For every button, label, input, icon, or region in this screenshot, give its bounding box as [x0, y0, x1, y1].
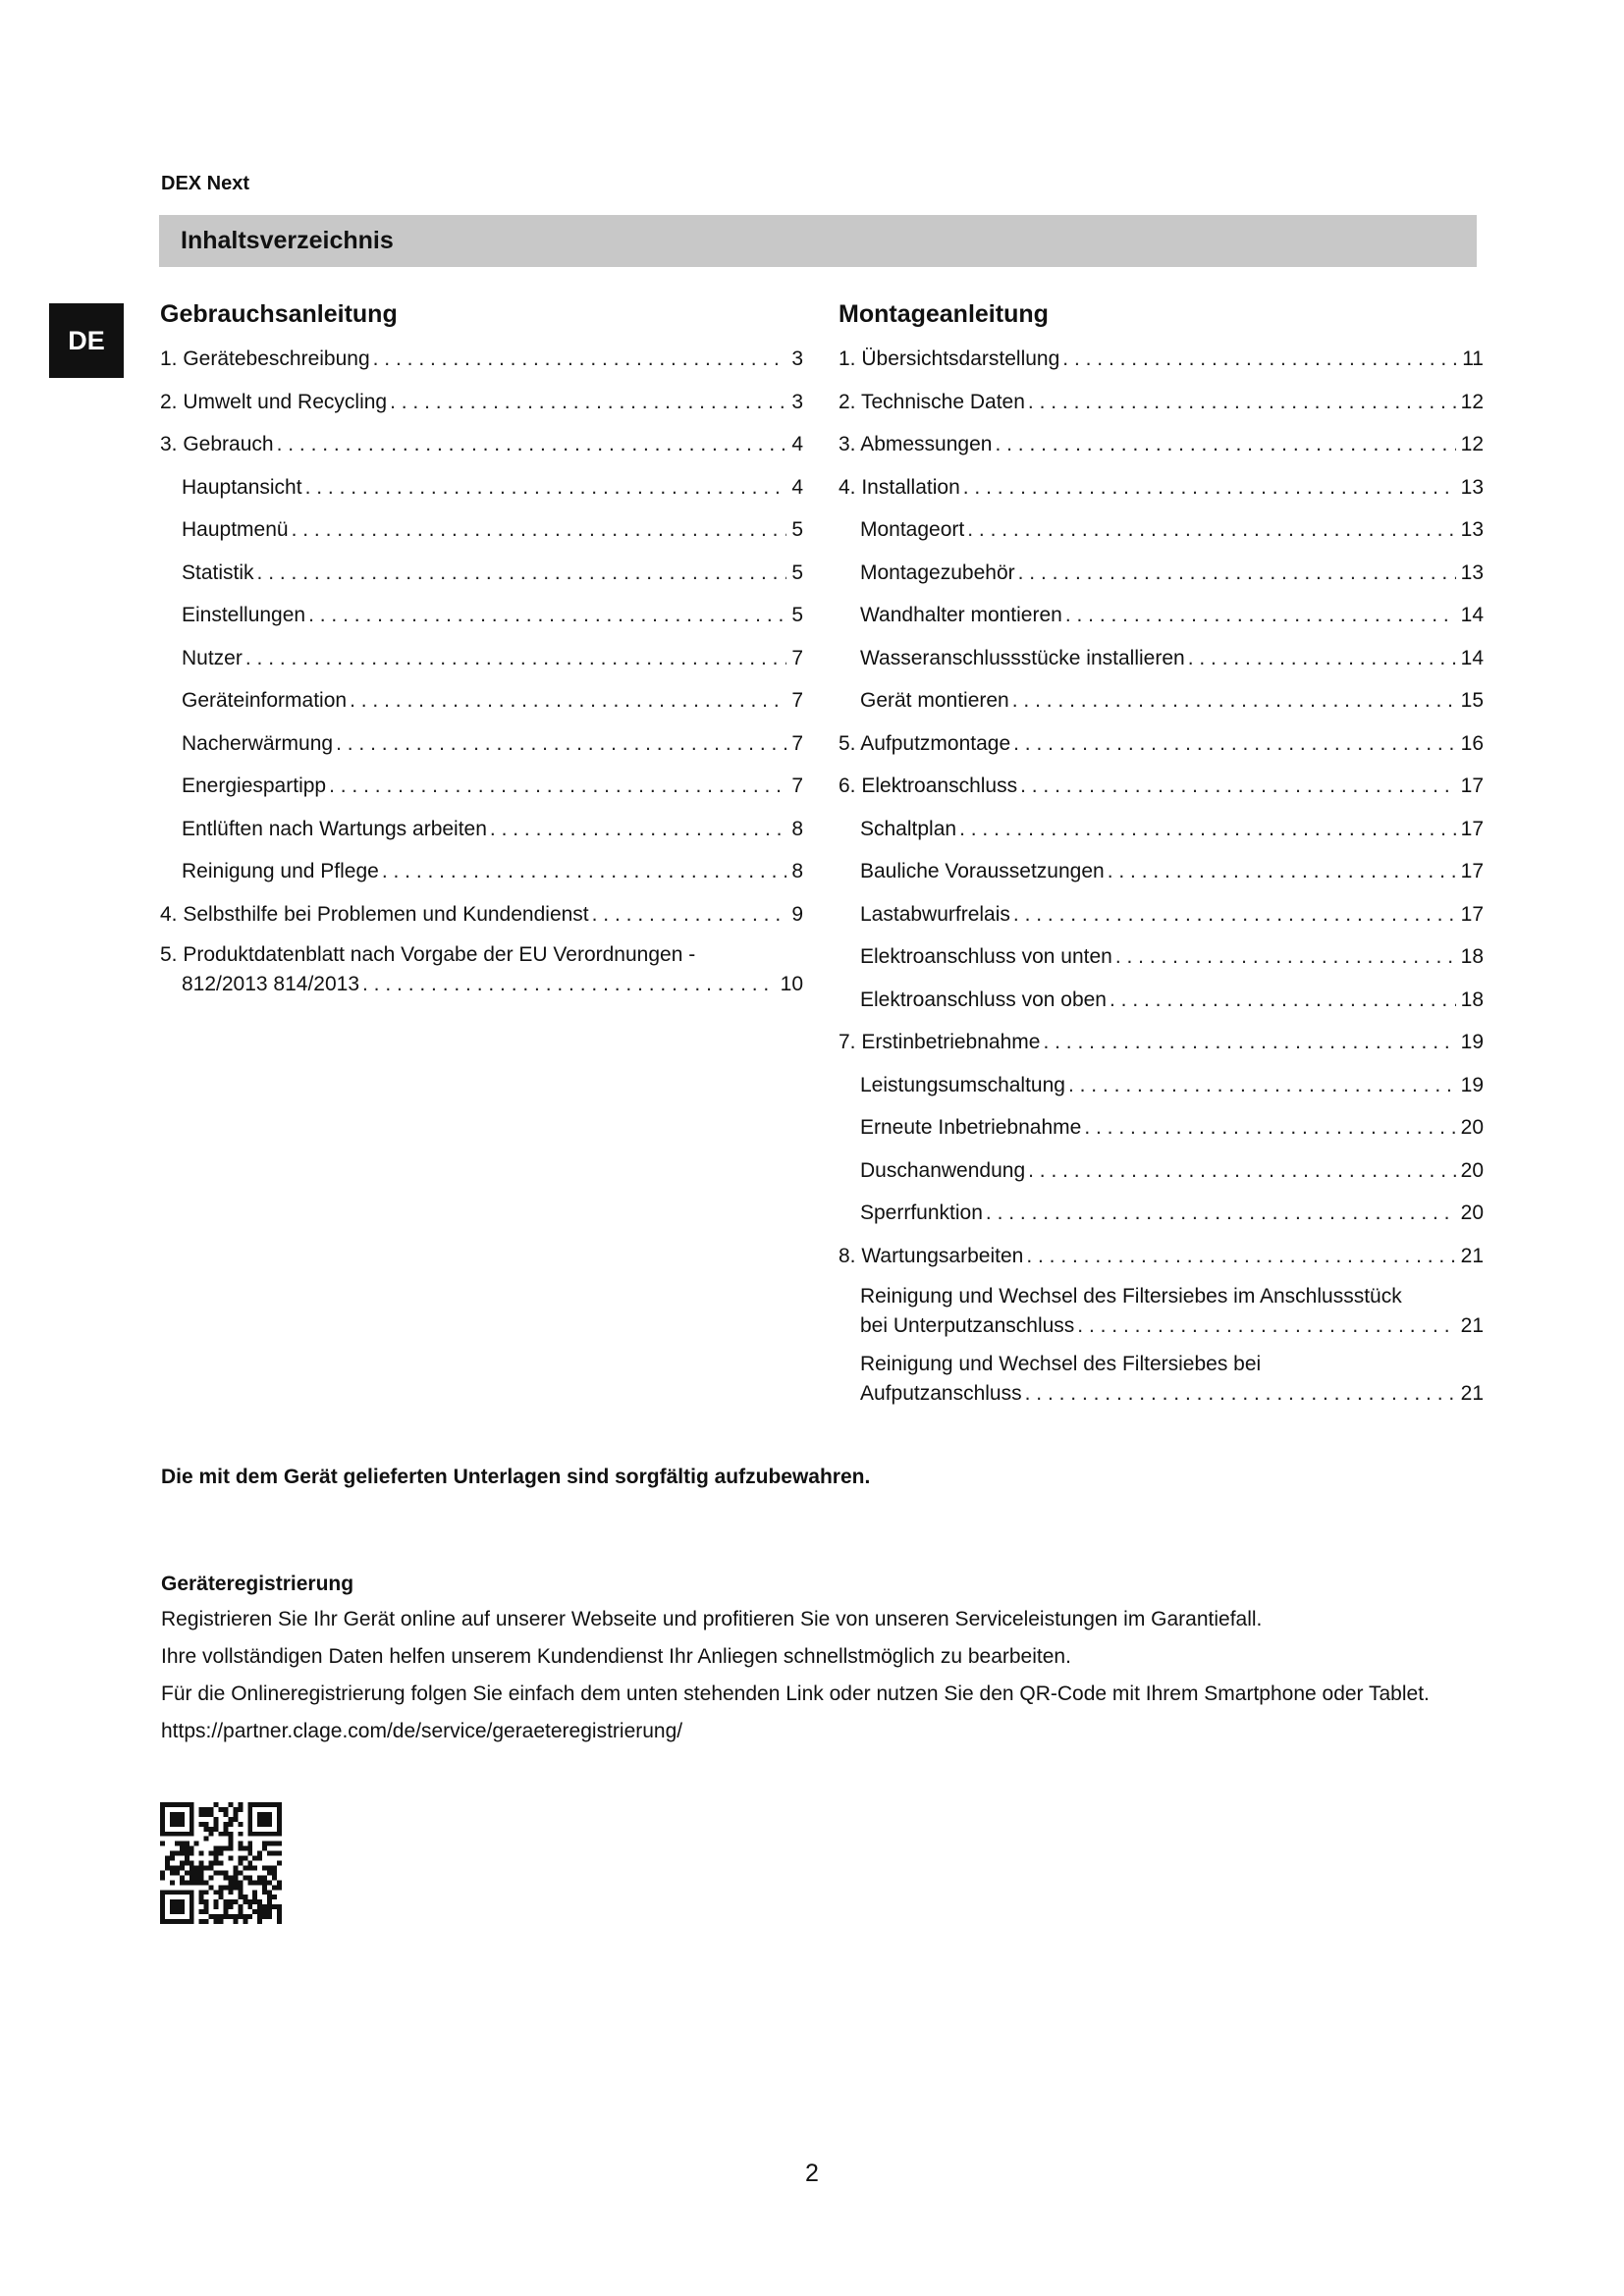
- toc-entry[interactable]: [839, 338, 1484, 381]
- toc-entry-label: Reinigung und Pflege: [182, 860, 379, 882]
- toc-entry-label: 6. Elektroanschluss: [839, 774, 1018, 797]
- dot-leader: [1084, 1106, 1455, 1149]
- toc-entry-label: Elektroanschluss von oben: [860, 988, 1107, 1011]
- toc-entry-page: 13: [1460, 561, 1484, 584]
- toc-entry[interactable]: [160, 594, 803, 637]
- documents-notice: Die mit dem Gerät gelieferten Unterlagen sind sorgfältig aufzubewahren.: [161, 1466, 871, 1488]
- toc-entry-label: Lastabwurfrelais: [860, 902, 1010, 926]
- dot-leader: [986, 1192, 1456, 1235]
- dot-leader: [1110, 979, 1456, 1022]
- toc-entry-page: 7: [791, 646, 803, 669]
- toc-entry-page: 10: [780, 973, 803, 995]
- toc-entry[interactable]: [160, 722, 803, 766]
- toc-entry-page: 18: [1460, 988, 1484, 1011]
- dot-leader: [995, 423, 1455, 466]
- toc-entry[interactable]: [839, 1350, 1484, 1409]
- toc-entry[interactable]: [160, 552, 803, 595]
- toc-entry-page: 21: [1460, 1314, 1484, 1337]
- registration-paragraph: Registrieren Sie Ihr Gerät online auf unserer Webseite und profitieren Sie von unseren Serviceleistungen im Garantiefall.: [161, 1608, 1263, 1630]
- dot-leader: [1065, 594, 1456, 637]
- toc-entry[interactable]: [160, 850, 803, 893]
- dot-leader: [329, 765, 786, 808]
- dot-leader: [967, 508, 1455, 552]
- toc-entry[interactable]: [839, 1282, 1484, 1341]
- toc-entry-page: 18: [1460, 945, 1484, 968]
- toc-entry-label: Aufputzanschluss: [860, 1382, 1022, 1405]
- dot-leader: [1028, 381, 1456, 424]
- toc-entry-label: Montagezubehör: [860, 561, 1015, 584]
- toc-entry-label: 8. Wartungsarbeiten: [839, 1244, 1024, 1267]
- dot-leader: [1018, 552, 1456, 595]
- toc-entry[interactable]: [839, 1149, 1484, 1193]
- toc-entry-label: Sperrfunktion: [860, 1201, 983, 1224]
- toc-entry[interactable]: [839, 1235, 1484, 1278]
- toc-entry[interactable]: [160, 893, 803, 936]
- toc-entry-page: 5: [791, 604, 803, 626]
- toc-entry[interactable]: [160, 808, 803, 851]
- toc-entry[interactable]: [839, 1192, 1484, 1235]
- toc-entry-page: 20: [1460, 1158, 1484, 1182]
- toc-entry-label: Nutzer: [182, 646, 243, 669]
- registration-link[interactable]: https://partner.clage.com/de/service/geraeteregistrierung/: [161, 1720, 683, 1742]
- toc-entry-label: Montageort: [860, 518, 965, 541]
- toc-entry[interactable]: [839, 381, 1484, 424]
- toc-entry-label: Reinigung und Wechsel des Filtersiebes im Anschlussstück: [860, 1285, 1402, 1308]
- toc-entry-page: 7: [791, 774, 803, 797]
- toc-entry-label: 2. Umwelt und Recycling: [160, 390, 388, 413]
- dot-leader: [308, 594, 786, 637]
- toc-entry-page: 21: [1460, 1244, 1484, 1267]
- language-label: DE: [68, 325, 105, 355]
- toc-entry[interactable]: [839, 935, 1484, 979]
- toc-heading-installation: Montageanleitung: [839, 300, 1049, 328]
- toc-entry-page: 20: [1460, 1201, 1484, 1224]
- dot-leader: [1062, 338, 1457, 381]
- toc-list-installation: [839, 338, 1484, 1409]
- toc-title-bar: [159, 215, 1477, 267]
- toc-entry-page: 3: [791, 347, 803, 370]
- toc-entry-label: 2. Technische Daten: [839, 390, 1025, 413]
- dot-leader: [1068, 1064, 1456, 1107]
- toc-entry[interactable]: [839, 1021, 1484, 1064]
- toc-entry[interactable]: [839, 979, 1484, 1022]
- toc-entry[interactable]: [839, 850, 1484, 893]
- toc-entry-label: 3. Abmessungen: [839, 433, 993, 455]
- dot-leader: [373, 338, 787, 381]
- toc-heading-usage: Gebrauchsanleitung: [160, 300, 398, 328]
- toc-title: Inhaltsverzeichnis: [181, 227, 394, 254]
- toc-entry[interactable]: [839, 466, 1484, 509]
- product-name: DEX Next: [161, 173, 250, 194]
- toc-entry[interactable]: [160, 940, 803, 999]
- toc-entry[interactable]: [160, 381, 803, 424]
- toc-entry-label: bei Unterputzanschluss: [860, 1314, 1075, 1337]
- dot-leader: [257, 552, 787, 595]
- toc-entry-label: 1. Übersichtsdarstellung: [839, 347, 1060, 370]
- toc-entry[interactable]: [839, 1106, 1484, 1149]
- toc-entry-page: 20: [1460, 1116, 1484, 1139]
- dot-leader: [1013, 722, 1456, 766]
- dot-leader: [245, 637, 786, 680]
- toc-entry-page: 19: [1460, 1073, 1484, 1096]
- dot-leader: [1020, 765, 1456, 808]
- toc-entry-page: 8: [791, 817, 803, 840]
- toc-entry-label: Wasseranschlussstücke installieren: [860, 646, 1185, 669]
- toc-entry-page: 17: [1460, 774, 1484, 797]
- qr-code-icon[interactable]: [160, 1802, 282, 1924]
- dot-leader: [305, 466, 787, 509]
- toc-entry-page: 5: [791, 561, 803, 584]
- toc-entry[interactable]: [839, 765, 1484, 808]
- toc-entry-label: Nacherwärmung: [182, 731, 334, 755]
- toc-entry[interactable]: [160, 679, 803, 722]
- toc-entry-label: 812/2013 814/2013: [182, 973, 360, 995]
- page-number: 2: [805, 2160, 819, 2187]
- toc-list-usage: [160, 338, 803, 999]
- toc-entry[interactable]: [839, 1064, 1484, 1107]
- dot-leader: [1012, 679, 1456, 722]
- dot-leader: [382, 850, 786, 893]
- toc-entry-page: 7: [791, 689, 803, 712]
- dot-leader: [292, 508, 787, 552]
- dot-leader: [390, 381, 786, 424]
- dot-leader: [963, 466, 1456, 509]
- toc-entry-page: 9: [791, 902, 803, 926]
- toc-entry-page: 13: [1460, 475, 1484, 499]
- registration-paragraph: Ihre vollständigen Daten helfen unserem Kundendienst Ihr Anliegen schnellstmöglich zu bearbeiten.: [161, 1645, 1071, 1668]
- dot-leader: [1115, 935, 1456, 979]
- toc-entry-page: 16: [1460, 731, 1484, 755]
- toc-entry-page: 4: [791, 475, 803, 499]
- toc-entry-page: 17: [1460, 817, 1484, 840]
- toc-entry[interactable]: [839, 552, 1484, 595]
- toc-entry-page: 5: [791, 518, 803, 541]
- toc-entry-label: 1. Gerätebeschreibung: [160, 347, 370, 370]
- registration-title: Geräteregistrierung: [161, 1573, 354, 1595]
- dot-leader: [336, 722, 786, 766]
- toc-entry-page: 14: [1460, 604, 1484, 626]
- toc-entry[interactable]: [160, 466, 803, 509]
- toc-entry-label: Duschanwendung: [860, 1158, 1026, 1182]
- toc-entry-label: Wandhalter montieren: [860, 604, 1062, 626]
- toc-entry[interactable]: [839, 722, 1484, 766]
- dot-leader: [362, 970, 776, 999]
- toc-entry-label: Hauptansicht: [182, 475, 302, 499]
- toc-entry-label: Erneute Inbetriebnahme: [860, 1116, 1082, 1139]
- toc-entry-page: 13: [1460, 518, 1484, 541]
- toc-entry-label: Hauptmenü: [182, 518, 289, 541]
- toc-entry-label: Energiespartipp: [182, 774, 327, 797]
- toc-entry-label: Schaltplan: [860, 817, 957, 840]
- dot-leader: [1077, 1311, 1455, 1341]
- toc-entry-label: Statistik: [182, 561, 254, 584]
- dot-leader: [277, 423, 787, 466]
- toc-entry[interactable]: [160, 637, 803, 680]
- toc-entry-page: 12: [1460, 390, 1484, 413]
- toc-entry[interactable]: [160, 508, 803, 552]
- toc-entry-label: Reinigung und Wechsel des Filtersiebes bei: [860, 1353, 1262, 1375]
- toc-entry-page: 21: [1460, 1382, 1484, 1405]
- toc-entry[interactable]: [160, 765, 803, 808]
- toc-entry-page: 3: [791, 390, 803, 413]
- toc-entry-label: 5. Produktdatenblatt nach Vorgabe der EU Verordnungen -: [160, 943, 696, 966]
- dot-leader: [1026, 1235, 1455, 1278]
- toc-entry-label: 3. Gebrauch: [160, 433, 274, 455]
- toc-entry-label: Bauliche Voraussetzungen: [860, 860, 1105, 882]
- toc-entry[interactable]: [160, 423, 803, 466]
- toc-column-installation: [839, 296, 1484, 1417]
- toc-entry-label: Leistungsumschaltung: [860, 1073, 1065, 1096]
- dot-leader: [1108, 850, 1456, 893]
- toc-entry[interactable]: [160, 338, 803, 381]
- dot-leader: [1013, 893, 1456, 936]
- dot-leader: [1188, 637, 1456, 680]
- dot-leader: [490, 808, 786, 851]
- toc-entry-label: Gerät montieren: [860, 689, 1009, 712]
- dot-leader: [350, 679, 786, 722]
- toc-entry-page: 12: [1460, 433, 1484, 455]
- toc-entry-label: 5. Aufputzmontage: [839, 731, 1011, 755]
- toc-entry-label: Geräteinformation: [182, 689, 348, 712]
- toc-entry-page: 11: [1462, 347, 1484, 370]
- toc-entry-label: 7. Erstinbetriebnahme: [839, 1031, 1041, 1053]
- registration-paragraph: Für die Onlineregistrierung folgen Sie einfach dem unten stehenden Link oder nutzen Sie den QR-Code mit Ihrem Smartphone oder Tablet.: [161, 1682, 1430, 1705]
- dot-leader: [592, 893, 787, 936]
- toc-entry-label: Einstellungen: [182, 604, 306, 626]
- language-tab: [49, 303, 124, 378]
- dot-leader: [1028, 1149, 1456, 1193]
- toc-entry-page: 8: [791, 860, 803, 882]
- toc-entry[interactable]: [839, 679, 1484, 722]
- dot-leader: [959, 808, 1456, 851]
- toc-entry-page: 19: [1460, 1031, 1484, 1053]
- toc-entry-page: 7: [791, 731, 803, 755]
- toc-entry-page: 15: [1460, 689, 1484, 712]
- toc-entry[interactable]: [839, 893, 1484, 936]
- toc-entry-page: 4: [791, 433, 803, 455]
- toc-entry-label: Elektroanschluss von unten: [860, 945, 1112, 968]
- dot-leader: [1043, 1021, 1455, 1064]
- toc-entry-page: 17: [1460, 902, 1484, 926]
- toc-entry[interactable]: [839, 637, 1484, 680]
- dot-leader: [1025, 1379, 1456, 1409]
- toc-entry-page: 17: [1460, 860, 1484, 882]
- registration-section: [161, 1571, 1482, 1755]
- toc-entry[interactable]: [839, 423, 1484, 466]
- toc-entry[interactable]: [839, 808, 1484, 851]
- toc-entry-label: Entlüften nach Wartungs arbeiten: [182, 817, 487, 840]
- toc-entry-label: 4. Installation: [839, 475, 960, 499]
- toc-entry[interactable]: [839, 594, 1484, 637]
- toc-entry-label: 4. Selbsthilfe bei Problemen und Kundendienst: [160, 902, 589, 926]
- toc-entry-page: 14: [1460, 646, 1484, 669]
- toc-column-usage: [160, 296, 803, 1008]
- toc-entry[interactable]: [839, 508, 1484, 552]
